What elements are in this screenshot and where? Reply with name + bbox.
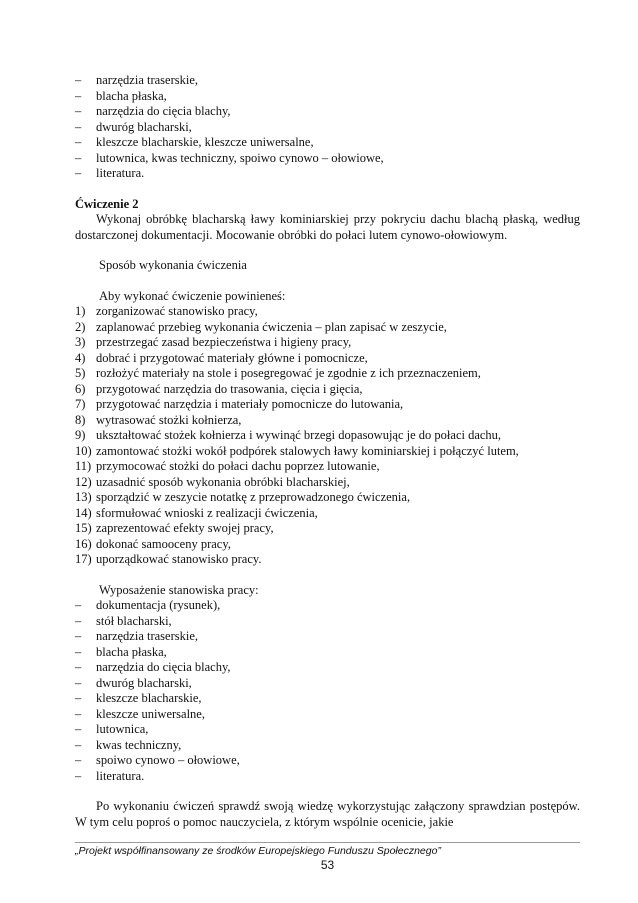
list-item [75,691,580,707]
list-item [75,397,580,413]
list-item-text: kleszcze uniwersalne, [96,706,205,721]
footer-divider [75,842,580,843]
step-number: 11) [75,459,92,473]
list-item [75,490,580,506]
list-item-text: kleszcze blacharskie, [96,691,202,705]
list-item-text: dokumentacja (rysunek), [96,598,221,612]
equipment-list [75,598,580,784]
list-item [75,475,580,491]
dash-marker: – [75,660,82,674]
dash-marker: – [75,598,82,612]
dash-marker: – [75,706,82,721]
list-item-text: lutownica, [96,722,149,736]
dash-marker: – [75,644,82,659]
list-item-text: blacha płaska, [96,644,167,659]
dash-marker: – [75,119,82,134]
list-item [75,645,580,661]
step-text: uzasadnić sposób wykonania obróbki blacharskiej, [96,474,350,489]
step-text: przygotować narzędzia do trasowania, cięcia i gięcia, [96,381,363,396]
list-item [75,753,580,769]
list-item [75,722,580,738]
dash-marker: – [75,73,82,87]
list-item [75,89,580,105]
step-number: 16) [75,536,92,551]
list-item [75,521,580,537]
list-item-text: narzędzia traserskie, [96,629,199,643]
page-content [75,73,580,830]
spacer [75,568,580,583]
step-text: zaprezentować efekty swojej pracy, [96,521,274,535]
list-item-text: kleszcze blacharskie, kleszcze uniwersalne, [96,135,314,149]
list-item [75,552,580,568]
dash-marker: – [75,753,82,767]
dash-marker: – [75,150,82,165]
step-number: 3) [75,335,86,349]
step-number: 15) [75,521,92,535]
list-item [75,366,580,382]
list-item [75,459,580,475]
top-materials-list [75,73,580,182]
list-item-text: dwuróg blacharski, [96,675,192,690]
step-number: 1) [75,304,86,318]
step-text: przestrzegać zasad bezpieczeństwa i higieny pracy, [96,335,352,349]
steps-intro: Aby wykonać ćwiczenie powinieneś: [99,288,286,303]
list-item [75,304,580,320]
dash-marker: – [75,691,82,705]
dash-marker: – [75,629,82,643]
step-text: zorganizować stanowisko pracy, [96,304,258,318]
list-item [75,151,580,167]
list-item [75,707,580,723]
list-item [75,660,580,676]
dash-marker: – [75,135,82,149]
list-item [75,676,580,692]
list-item-text: literatura. [96,768,145,783]
step-text: rozłożyć materiały na stole i posegregować je zgodnie z ich przeznaczeniem, [96,366,481,380]
spacer [75,274,580,289]
list-item-text: narzędzia traserskie, [96,73,199,87]
step-number: 14) [75,505,92,520]
step-number: 2) [75,319,86,334]
step-number: 10) [75,443,92,458]
step-number: 5) [75,366,86,380]
step-text: ukształtować stożek kołnierza i wywinąć brzegi dopasowując je do połaci dachu, [96,428,502,442]
list-item [75,166,580,182]
step-text: sformułować wnioski z realizacji ćwiczenia, [96,505,318,520]
list-item-text: blacha płaska, [96,88,167,103]
step-number: 4) [75,350,86,365]
list-item [75,120,580,136]
list-item [75,335,580,351]
spacer [75,243,580,258]
step-text: uporządkować stanowisko pracy. [96,552,262,566]
step-text: przymocować stożki do połaci dachu poprzez lutowanie, [96,459,380,473]
step-text: zamontować stożki wokół podpórek stalowych ławy kominiarskiej i połączyć lutem, [96,443,519,458]
step-text: dokonać samooceny pracy, [96,536,231,551]
spacer [75,784,580,799]
list-item [75,537,580,553]
list-item [75,73,580,89]
list-item-text: kwas techniczny, [96,737,182,752]
list-item-text: spoiwo cynowo – ołowiowe, [96,753,240,767]
step-number: 8) [75,412,86,427]
dash-marker: – [75,768,82,783]
equipment-heading: Wyposażenie stanowiska pracy: [99,582,259,597]
dash-marker: – [75,88,82,103]
list-item [75,738,580,754]
list-item [75,506,580,522]
closing-paragraph: Po wykonaniu ćwiczeń sprawdź swoją wiedzę wykorzystując załączony sprawdzian postępów. W tym celu poproś o pomoc nauczyciela, z którym wspólnie ocenicie, jakie [75,799,580,829]
dash-marker: – [75,104,82,118]
dash-marker: – [75,613,82,628]
step-text: wytrasować stożki kołnierza, [96,412,242,427]
step-text: dobrać i przygotować materiały główne i pomocnicze, [96,350,368,365]
step-text: przygotować narzędzia i materiały pomocnicze do lutowania, [96,397,404,411]
list-item [75,351,580,367]
list-item-text: narzędzia do cięcia blachy, [96,660,231,674]
page-number: 53 [320,858,335,872]
list-item [75,413,580,429]
list-item-text: narzędzia do cięcia blachy, [96,104,231,118]
list-item [75,428,580,444]
list-item-text: dwuróg blacharski, [96,119,192,134]
dash-marker: – [75,675,82,690]
step-number: 13) [75,490,92,504]
list-item [75,444,580,460]
exercise-description: Wykonaj obróbkę blacharską ławy kominiarskiej przy pokryciu dachu blachą płaską, według dostarczonej dokumentacji. Mocowanie obróbki do połaci lutem cynowo-ołowiowym. [75,212,580,242]
list-item [75,135,580,151]
method-heading: Sposób wykonania ćwiczenia [99,258,247,272]
dash-marker: – [75,166,82,180]
step-number: 12) [75,474,92,489]
list-item [75,629,580,645]
steps-list [75,304,580,568]
list-item [75,104,580,120]
dash-marker: – [75,737,82,752]
list-item [75,382,580,398]
step-number: 7) [75,397,86,411]
list-item [75,320,580,336]
step-number: 9) [75,428,86,442]
list-item [75,614,580,630]
step-number: 6) [75,381,86,396]
step-text: zaplanować przebieg wykonania ćwiczenia – plan zapisać w zeszycie, [96,319,447,334]
step-text: sporządzić w zeszycie notatkę z przeprowadzonego ćwiczenia, [96,490,411,504]
list-item [75,769,580,785]
step-number: 17) [75,552,92,566]
list-item-text: lutownica, kwas techniczny, spoiwo cynowo – ołowiowe, [96,150,384,165]
list-item-text: literatura. [96,166,145,180]
list-item [75,598,580,614]
exercise-title: Ćwiczenie 2 [75,196,139,211]
dash-marker: – [75,722,82,736]
list-item-text: stół blacharski, [96,613,172,628]
footer-note: „Projekt współfinansowany ze środków Europejskiego Funduszu Społecznego” [75,845,441,857]
